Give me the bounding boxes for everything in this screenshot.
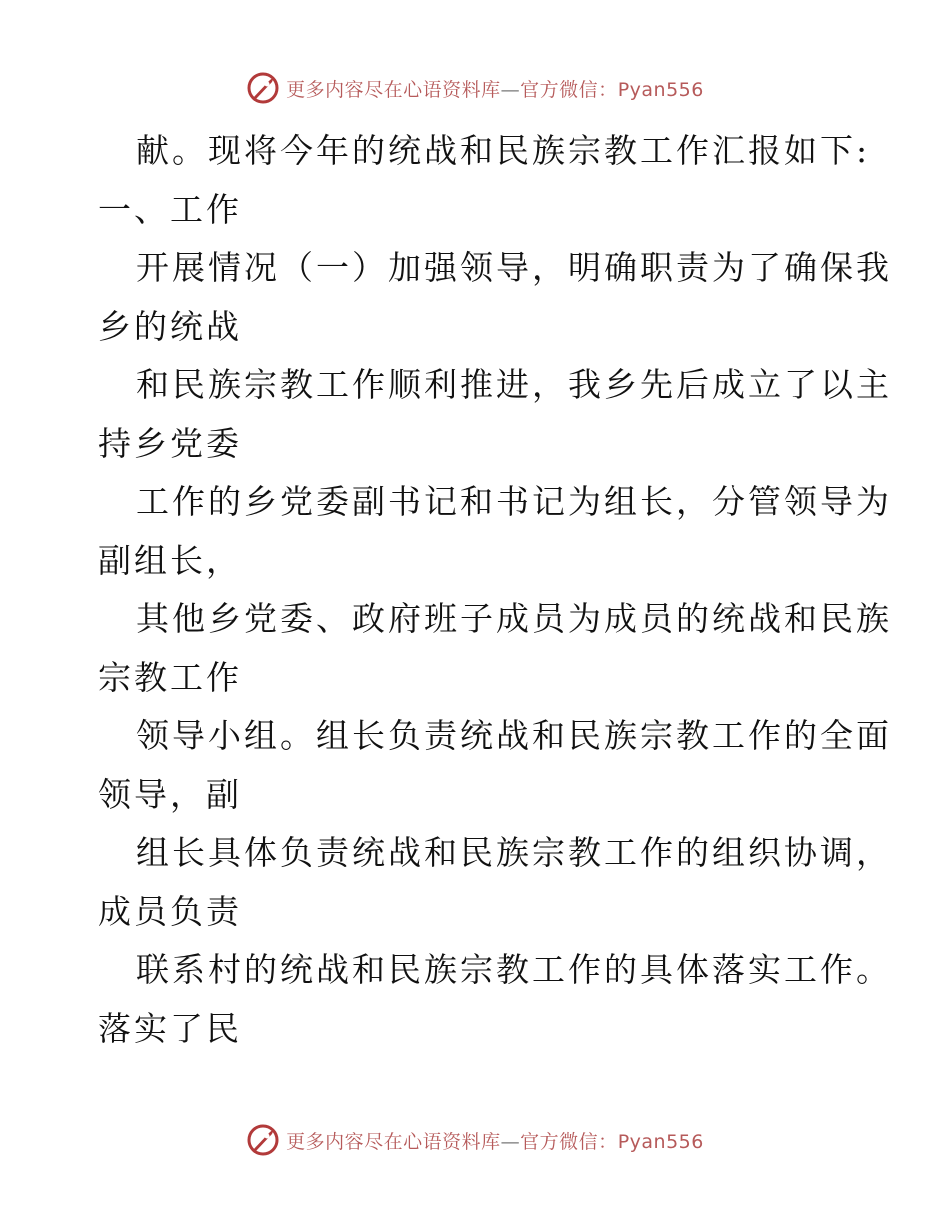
watermark-separator: —	[500, 78, 521, 101]
watermark-text	[286, 75, 704, 102]
document-body	[98, 122, 892, 1058]
text-line: 和民族宗教工作顺利推进，我乡先后成立了以主	[136, 365, 892, 404]
header-watermark	[0, 68, 950, 108]
text-line: 一、工作	[98, 189, 242, 229]
text-line: 组长具体负责统战和民族宗教工作的组织协调，	[136, 833, 892, 872]
quill-logo-icon	[246, 1123, 280, 1157]
footer-watermark	[0, 1120, 950, 1160]
watermark-official: 官方微信：	[520, 1130, 618, 1153]
text-line: 工作的乡党委副书记和书记为组长，分管领导为	[136, 482, 892, 521]
text-line: 领导小组。组长负责统战和民族宗教工作的全面	[136, 716, 892, 755]
text-line: 开展情况（一）加强领导，明确职责为了确保我	[136, 248, 892, 287]
watermark-official: 官方微信：	[520, 78, 618, 101]
text-line: 落实了民	[98, 1008, 242, 1048]
watermark-brand: 更多内容尽在心语资料库	[286, 1130, 501, 1153]
watermark-separator: —	[500, 1130, 521, 1153]
text-line: 持乡党委	[98, 423, 242, 463]
watermark-wechat-id: Pyan556	[617, 78, 704, 101]
text-line: 献。现将今年的统战和民族宗教工作汇报如下:	[136, 131, 871, 170]
quill-logo-icon	[246, 71, 280, 105]
text-line: 联系村的统战和民族宗教工作的具体落实工作。	[136, 950, 892, 989]
watermark-wechat-id: Pyan556	[617, 1130, 704, 1153]
watermark-text	[286, 1127, 704, 1154]
text-line: 乡的统战	[98, 306, 242, 346]
text-line: 成员负责	[98, 891, 242, 931]
text-line: 领导，副	[98, 774, 242, 814]
text-line: 宗教工作	[98, 657, 242, 697]
text-line: 副组长，	[98, 540, 242, 580]
text-line: 其他乡党委、政府班子成员为成员的统战和民族	[136, 599, 892, 638]
watermark-brand: 更多内容尽在心语资料库	[286, 78, 501, 101]
